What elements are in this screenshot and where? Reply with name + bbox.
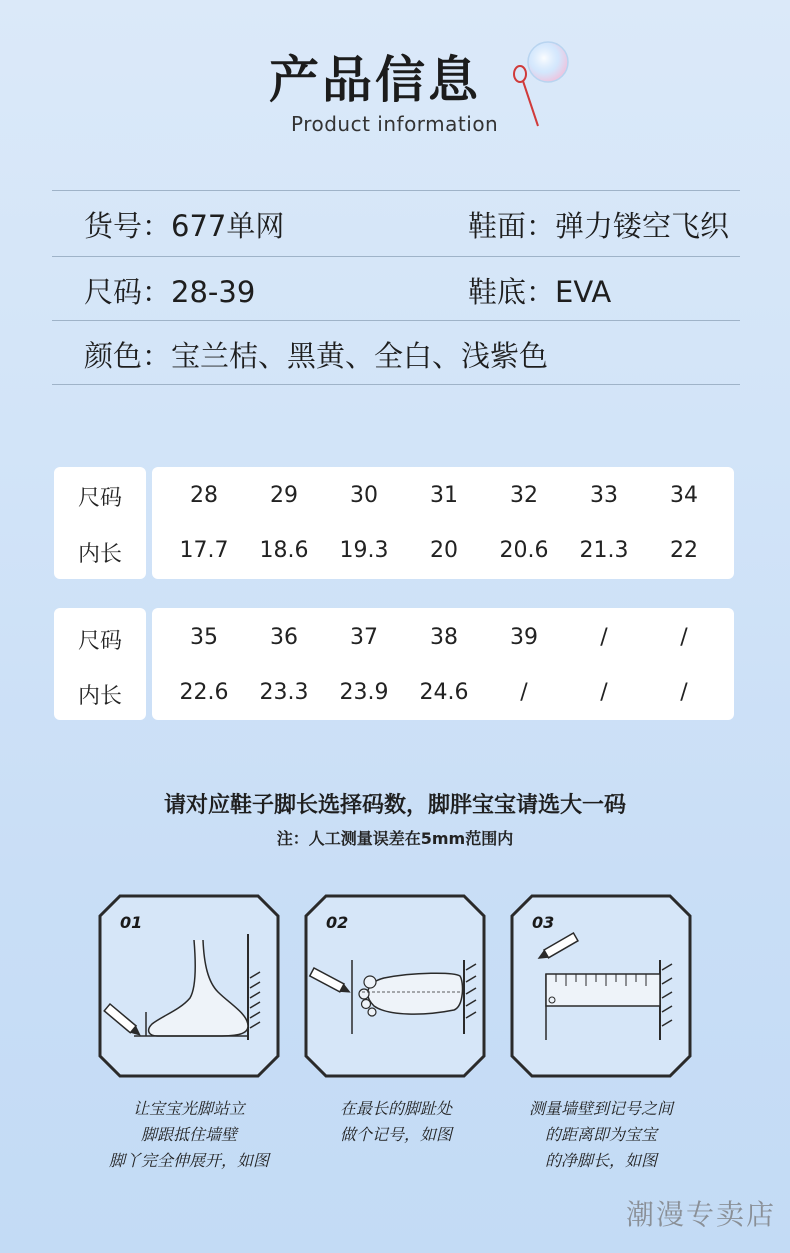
size-table-1: [54, 467, 734, 579]
size-cell: 32: [510, 483, 538, 508]
length-cell: /: [680, 680, 688, 705]
step-caption-1: 让宝宝光脚站立 脚跟抵住墙壁 脚丫完全伸展开，如图: [108, 1099, 269, 1170]
step-number: 02: [326, 913, 349, 932]
measure-note: 注：人工测量误差在5mm范围内: [276, 829, 514, 848]
ruler-measure-illustration: [510, 894, 692, 1078]
colors: [84, 334, 548, 375]
size-cell: 30: [350, 483, 378, 508]
upper-value: 弹力镂空飞织: [555, 209, 730, 243]
step-number: 03: [532, 913, 555, 932]
row-label-length: 内长: [78, 542, 123, 567]
size-cell: 37: [350, 625, 378, 650]
size-cell: 39: [510, 625, 538, 650]
step-card-2: [304, 894, 486, 1078]
length-cell: 20.6: [499, 538, 549, 563]
divider: [52, 384, 740, 385]
page-subtitle: Product information: [291, 112, 499, 136]
product-info-header: [0, 40, 790, 112]
upper-material: [468, 204, 729, 245]
length-cell: 23.9: [339, 680, 389, 705]
step-card-1: [98, 894, 280, 1078]
length-cell: 24.6: [419, 680, 469, 705]
size-table-body: [152, 467, 734, 579]
step-caption-2: 在最长的脚趾处 做个记号，如图: [339, 1099, 452, 1144]
size-table-body: [152, 608, 734, 720]
step-card-3: [510, 894, 692, 1078]
sole-value: EVA: [555, 275, 612, 309]
length-cell: /: [520, 680, 528, 705]
size-cell: 29: [270, 483, 298, 508]
length-cell: 17.7: [179, 538, 229, 563]
foot-mark-illustration: [304, 894, 486, 1078]
item-number-value: 677单网: [171, 209, 285, 243]
size-cell: 33: [590, 483, 618, 508]
size-cell: /: [600, 625, 608, 650]
size-cell: 34: [670, 483, 698, 508]
row-label-length: 内长: [78, 684, 123, 709]
sole-label: 鞋底：: [468, 275, 556, 309]
size-label: 尺码：: [84, 275, 172, 309]
length-cell: 22.6: [179, 680, 229, 705]
divider: [52, 320, 740, 321]
page-title: 产品信息: [269, 51, 481, 109]
item-number: [84, 204, 284, 245]
size-range: [84, 270, 255, 311]
row-label-size: 尺码: [78, 629, 123, 654]
length-cell: 18.6: [259, 538, 309, 563]
size-table-2: [54, 608, 734, 720]
length-cell: 20: [430, 538, 458, 563]
store-watermark: 潮漫专卖店: [625, 1198, 776, 1231]
size-cell: /: [680, 625, 688, 650]
row-label-size: 尺码: [78, 486, 123, 511]
size-cell: 28: [190, 483, 218, 508]
measure-tip: 请对应鞋子脚长选择码数，脚胖宝宝请选大一码: [163, 793, 626, 818]
color-value: 宝兰桔、黑黄、全白、浅紫色: [171, 339, 549, 373]
foot-on-wall-illustration: [98, 894, 280, 1078]
length-cell: 21.3: [579, 538, 629, 563]
size-table-header: [54, 608, 146, 720]
length-cell: 19.3: [339, 538, 389, 563]
sole-material: [468, 270, 611, 311]
color-label: 颜色：: [84, 339, 172, 373]
length-cell: 23.3: [259, 680, 309, 705]
step-number: 01: [120, 913, 143, 932]
item-number-label: 货号：: [84, 209, 172, 243]
length-cell: /: [600, 680, 608, 705]
size-value: 28-39: [171, 275, 256, 309]
size-cell: 36: [270, 625, 298, 650]
divider: [52, 190, 740, 191]
upper-label: 鞋面：: [468, 209, 556, 243]
size-table-header: [54, 467, 146, 579]
size-cell: 35: [190, 625, 218, 650]
size-cell: 38: [430, 625, 458, 650]
divider: [52, 256, 740, 257]
size-cell: 31: [430, 483, 458, 508]
length-cell: 22: [670, 538, 698, 563]
step-caption-3: 测量墙壁到记号之间 的距离即为宝宝 的净脚长，如图: [528, 1099, 673, 1170]
bubble-wand-icon: [508, 38, 578, 133]
